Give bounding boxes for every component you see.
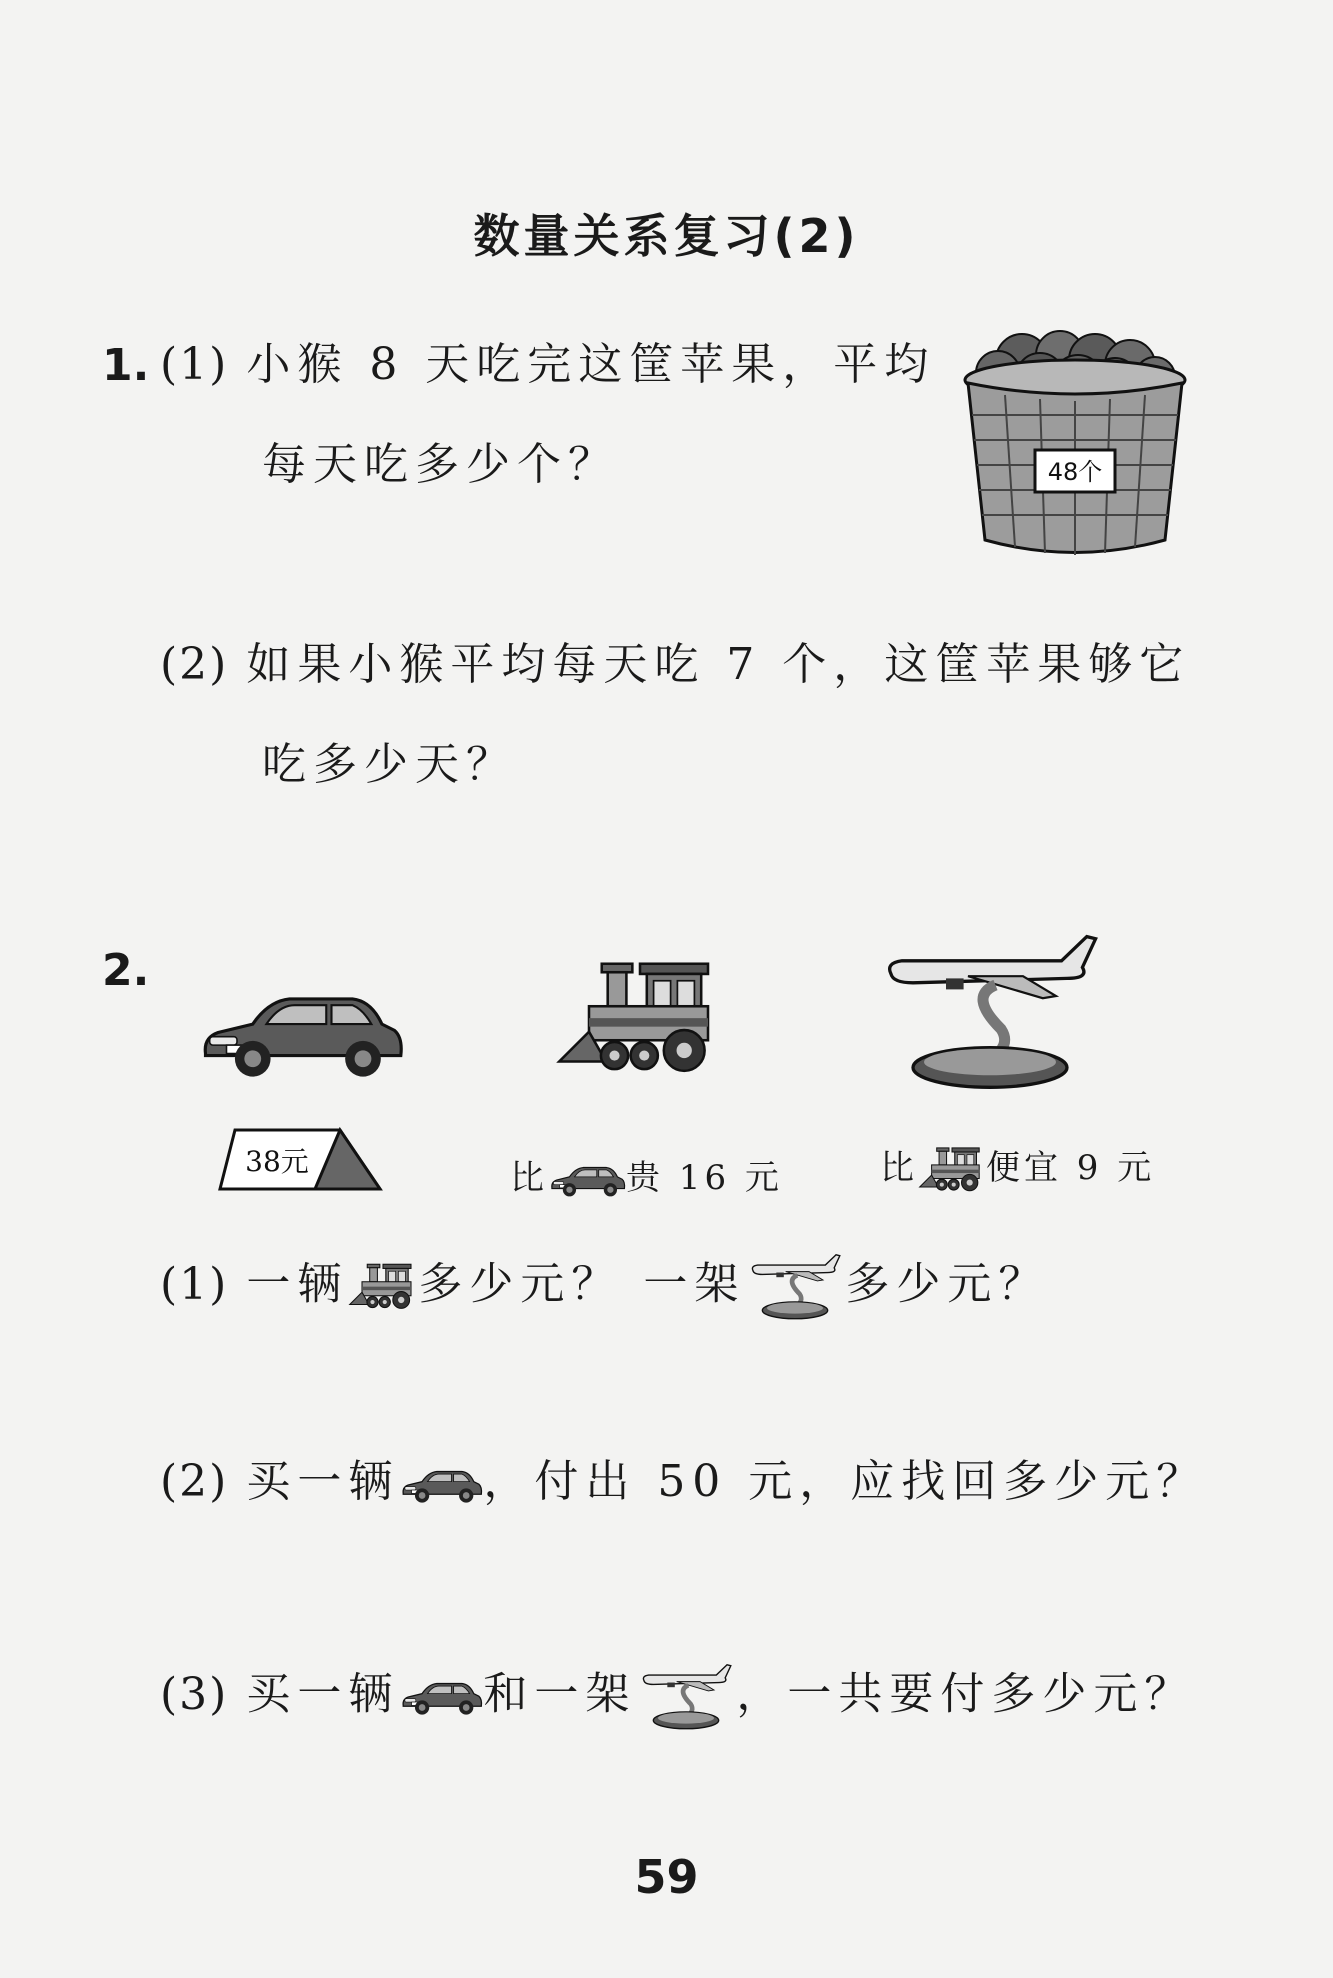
train-price-info: 比 贵 16 元 bbox=[510, 1158, 783, 1198]
question-1-part-1-line-2: 每天吃多少个？ bbox=[262, 439, 619, 490]
train-icon bbox=[918, 1142, 986, 1198]
part-label: (3) bbox=[160, 1668, 229, 1720]
question-2-part-2: (2) 买一辆 ，付出 50 元，应找回多少元？ bbox=[160, 1456, 1208, 1507]
airplane-model-icon bbox=[745, 1252, 845, 1322]
apple-basket-icon bbox=[960, 325, 1190, 565]
airplane-model-icon bbox=[880, 930, 1100, 1095]
question-1-part-2-line-2: 吃多少天？ bbox=[262, 739, 517, 790]
question-1-part-2-line-1 bbox=[160, 639, 1191, 690]
part-label: (2) bbox=[160, 639, 229, 690]
question-text: 小猴 8 天吃完这筐苹果，平均 bbox=[246, 339, 936, 390]
question-2-number: 2. bbox=[102, 945, 150, 996]
question-1-number: 1. bbox=[102, 340, 150, 391]
car-price: 38元 bbox=[245, 1145, 309, 1178]
page-number: 59 bbox=[634, 1850, 699, 1904]
car-icon bbox=[548, 1160, 626, 1200]
price-tag bbox=[215, 1125, 385, 1195]
part-label: (2) bbox=[160, 1456, 229, 1507]
train-icon bbox=[348, 1259, 418, 1315]
question-2-part-3: (3) 买一辆 和一架 ，一共要付多少元？ bbox=[160, 1662, 1195, 1732]
basket-label: 48个 bbox=[1047, 458, 1103, 486]
airplane-model-icon bbox=[636, 1662, 736, 1732]
car-icon bbox=[195, 980, 405, 1085]
plane-price-info: 比 便宜 9 元 bbox=[880, 1140, 1155, 1198]
page-title: 数量关系复习(2) bbox=[473, 209, 860, 263]
train-icon bbox=[555, 955, 725, 1083]
car-icon bbox=[399, 1464, 483, 1506]
question-text: 如果小猴平均每天吃 7 个，这筐苹果够它 bbox=[246, 639, 1191, 690]
car-icon bbox=[399, 1676, 483, 1718]
question-1-part-1-line-1 bbox=[160, 339, 936, 390]
question-2-part-1: (1) 一辆 多少元？ 一架 多少元？ bbox=[160, 1252, 1049, 1322]
part-label: (1) bbox=[160, 339, 229, 390]
part-label: (1) bbox=[160, 1258, 229, 1310]
